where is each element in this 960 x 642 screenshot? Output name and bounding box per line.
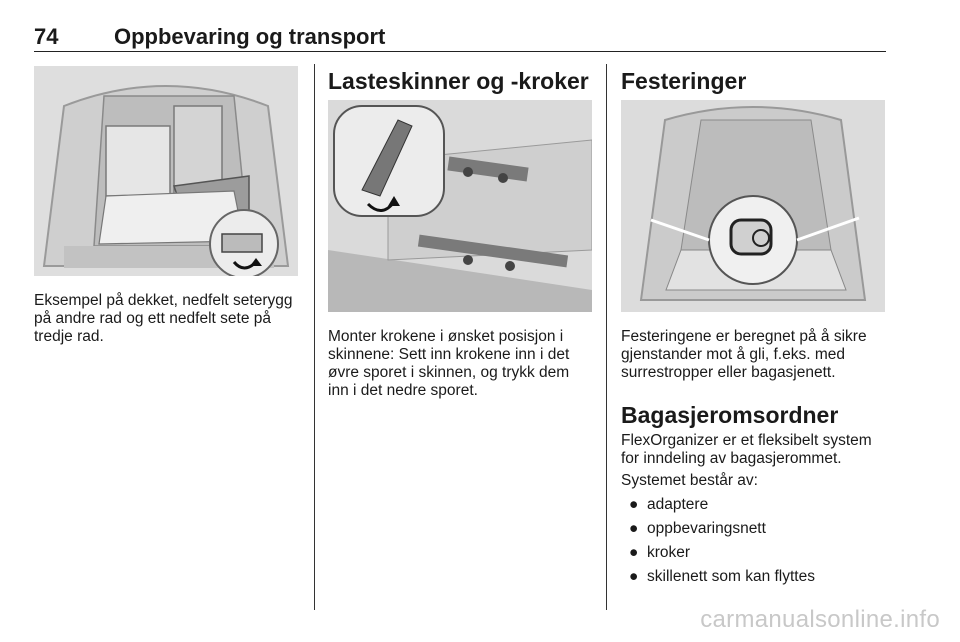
figure-trunk-floor — [34, 66, 298, 276]
column-divider-2 — [606, 64, 607, 610]
figure-lashing-eyes — [621, 100, 885, 312]
bullet-icon: ● — [629, 520, 639, 537]
page-title: Oppbevaring og transport — [114, 24, 386, 49]
bullet-icon: ● — [629, 544, 639, 561]
bullet-icon: ● — [629, 496, 639, 513]
list-item-text: skillenett som kan flyttes — [647, 568, 815, 585]
figure-rails-hooks — [328, 100, 592, 312]
organizer-paragraph: FlexOrganizer er et fleksibelt system for inndeling av bagasjerommet. — [621, 432, 872, 467]
list-item — [621, 544, 887, 562]
rails-paragraph: Monter krokene i ønsket posisjon i skinnene: Sett inn krokene inn i det øvre sporet i skinnen, og trykk dem inn i det nedre sporet. — [328, 328, 570, 399]
header-rule — [34, 51, 886, 52]
organizer-intro: Systemet består av: — [621, 472, 758, 489]
column-divider-1 — [314, 64, 315, 610]
list-item-text: oppbevaringsnett — [647, 520, 766, 537]
lashing-paragraph: Festeringene er beregnet på å sikre gjenstander mot å gli, f.eks. med surrestropper eller bagasjenett. — [621, 328, 867, 381]
page-number: 74 — [34, 24, 59, 49]
figure-caption: Eksempel på dekket, nedfelt seterygg på andre rad og ett nedfelt sete på tredje rad. — [34, 292, 293, 345]
list-item-text: adaptere — [647, 496, 709, 513]
heading-lashing-eyes: Festeringer — [621, 68, 747, 94]
list-item — [621, 520, 887, 538]
heading-cargo-rails: Lasteskinner og -kroker — [328, 68, 589, 94]
bullet-icon: ● — [629, 568, 639, 585]
watermark: carmanualsonline.info — [700, 606, 940, 633]
page-header — [34, 24, 886, 52]
organizer-list — [621, 496, 887, 592]
list-item-text: kroker — [647, 544, 691, 561]
list-item — [621, 496, 887, 514]
list-item — [621, 568, 887, 586]
heading-organizer: Bagasjeromsordner — [621, 402, 839, 428]
